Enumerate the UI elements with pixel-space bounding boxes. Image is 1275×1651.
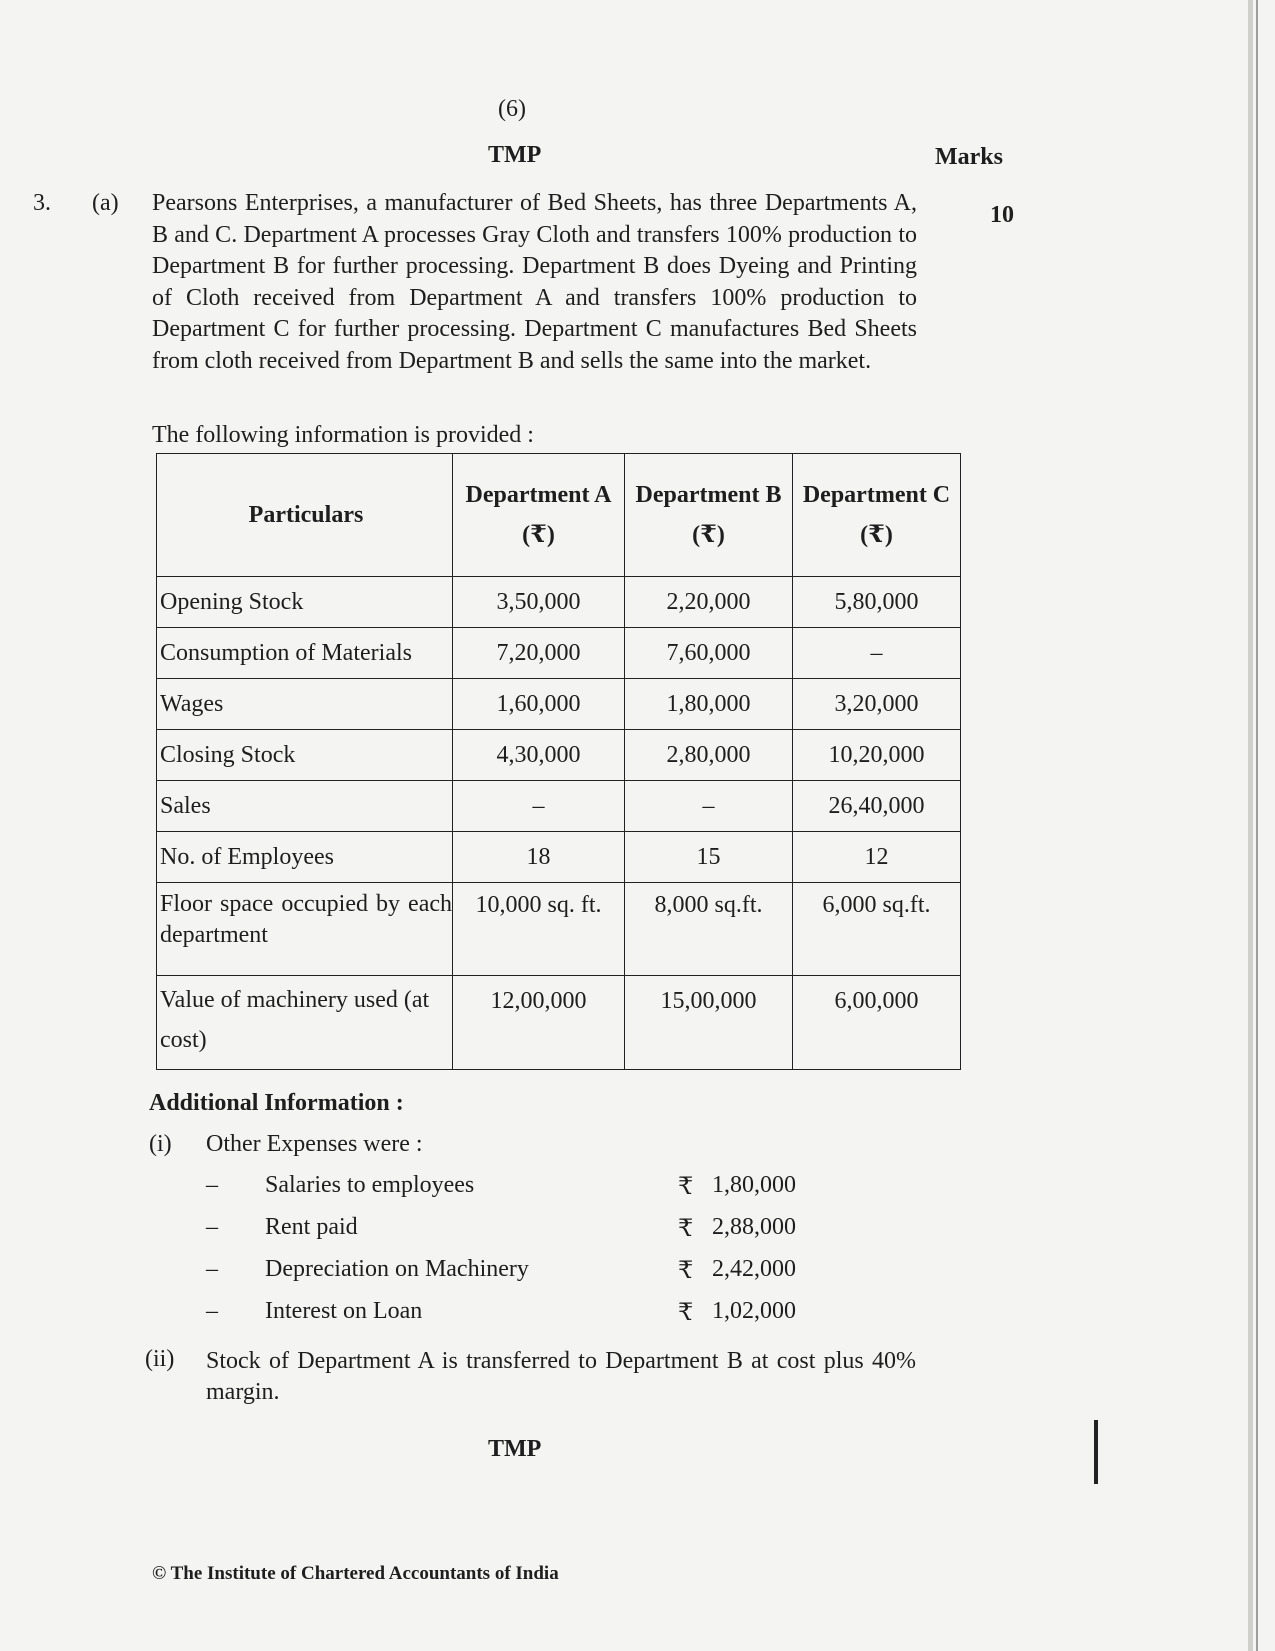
header-dept-c-unit: (₹) [860,522,893,548]
expense-value: 2,88,000 [712,1214,796,1240]
cell-dept-b: 2,20,000 [625,577,793,628]
expense-value: 1,02,000 [712,1298,796,1324]
question-part: (a) [92,190,119,216]
additional-info-heading: Additional Information : [149,1090,404,1116]
expense-label: Rent paid [265,1214,358,1240]
cell-dept-c: 3,20,000 [793,679,961,730]
cell-dept-b: – [625,781,793,832]
table-intro: The following information is provided : [152,422,534,448]
header-dept-a-unit: (₹) [522,522,555,548]
table-row [157,730,961,781]
cell-dept-a: 7,20,000 [453,628,625,679]
rupee-symbol: ₹ [678,1174,694,1200]
table-row [157,832,961,883]
table-header-row [157,454,961,577]
expense-dash: – [206,1298,218,1324]
row-label: Closing Stock [157,730,453,781]
cell-dept-b: 15,00,000 [625,976,793,1070]
row-label: Value of machinery used (at cost) [157,976,453,1070]
table-row [157,577,961,628]
cell-dept-a: 3,50,000 [453,577,625,628]
expense-label: Salaries to employees [265,1172,475,1198]
row-label: Opening Stock [157,577,453,628]
cell-dept-a: – [453,781,625,832]
header-dept-b-unit: (₹) [692,522,725,548]
question-marks: 10 [990,202,1014,228]
cell-dept-c: – [793,628,961,679]
cell-dept-a: 12,00,000 [453,976,625,1070]
rupee-symbol: ₹ [678,1216,694,1242]
table-row [157,628,961,679]
header-dept-c [793,454,961,577]
item-ii-marker: (ii) [145,1346,175,1372]
header-dept-c-title: Department C [802,482,951,508]
page-edge-line [1256,0,1258,1651]
page-number: (6) [498,96,526,122]
cell-dept-a: 10,000 sq. ft. [453,883,625,976]
header-dept-b [625,454,793,577]
expense-label: Depreciation on Machinery [265,1256,529,1282]
expense-dash: – [206,1172,218,1198]
expense-dash: – [206,1214,218,1240]
copyright-notice: © The Institute of Chartered Accountants of India [152,1563,559,1584]
question-number: 3. [33,190,51,216]
header-dept-a [453,454,625,577]
cell-dept-c: 12 [793,832,961,883]
table-row [157,679,961,730]
cell-dept-b: 15 [625,832,793,883]
row-label: Consumption of Materials [157,628,453,679]
cell-dept-c: 6,000 sq.ft. [793,883,961,976]
cell-dept-b: 7,60,000 [625,628,793,679]
header-dept-b-title: Department B [635,482,782,508]
rupee-symbol: ₹ [678,1258,694,1284]
footer-code: TMP [488,1436,542,1462]
row-label: Sales [157,781,453,832]
expense-value: 2,42,000 [712,1256,796,1282]
row-label: Floor space occupied by each department [157,883,453,976]
rupee-symbol: ₹ [678,1300,694,1326]
header-code: TMP [488,142,542,168]
cell-dept-a: 1,60,000 [453,679,625,730]
cell-dept-b: 2,80,000 [625,730,793,781]
row-label: Wages [157,679,453,730]
table-row [157,883,961,976]
cell-dept-c: 10,20,000 [793,730,961,781]
cell-dept-b: 8,000 sq.ft. [625,883,793,976]
expense-value: 1,80,000 [712,1172,796,1198]
cell-dept-a: 18 [453,832,625,883]
item-i-text: Other Expenses were : [206,1131,423,1157]
expense-dash: – [206,1256,218,1282]
table-row [157,976,961,1070]
cell-dept-b: 1,80,000 [625,679,793,730]
department-table [156,453,961,1070]
cell-dept-c: 6,00,000 [793,976,961,1070]
question-text: Pearsons Enterprises, a manufacturer of Bed Sheets, has three Departments A, B and C. Department A processes Gray Cloth and transfers 100% production to Department B for further processing. Department B does Dyeing and Printing of Cloth received from Department A and transfers 100% production to Department C for further processing. Department C manufactures Bed Sheets from cloth received from Department B and sells the same into the market. [152,190,917,374]
expense-label: Interest on Loan [265,1298,423,1324]
page-edge-shadow [1248,0,1253,1651]
cell-dept-a: 4,30,000 [453,730,625,781]
marks-column-label: Marks [935,144,1003,170]
cell-dept-c: 26,40,000 [793,781,961,832]
header-dept-a-title: Department A [465,482,612,508]
cell-dept-c: 5,80,000 [793,577,961,628]
item-i-marker: (i) [149,1131,172,1157]
margin-pen-mark [1094,1420,1098,1484]
row-label: No. of Employees [157,832,453,883]
header-particulars: Particulars [157,454,453,577]
item-ii-text: Stock of Department A is transferred to Department B at cost plus 40% margin. [206,1348,916,1405]
table-row [157,781,961,832]
